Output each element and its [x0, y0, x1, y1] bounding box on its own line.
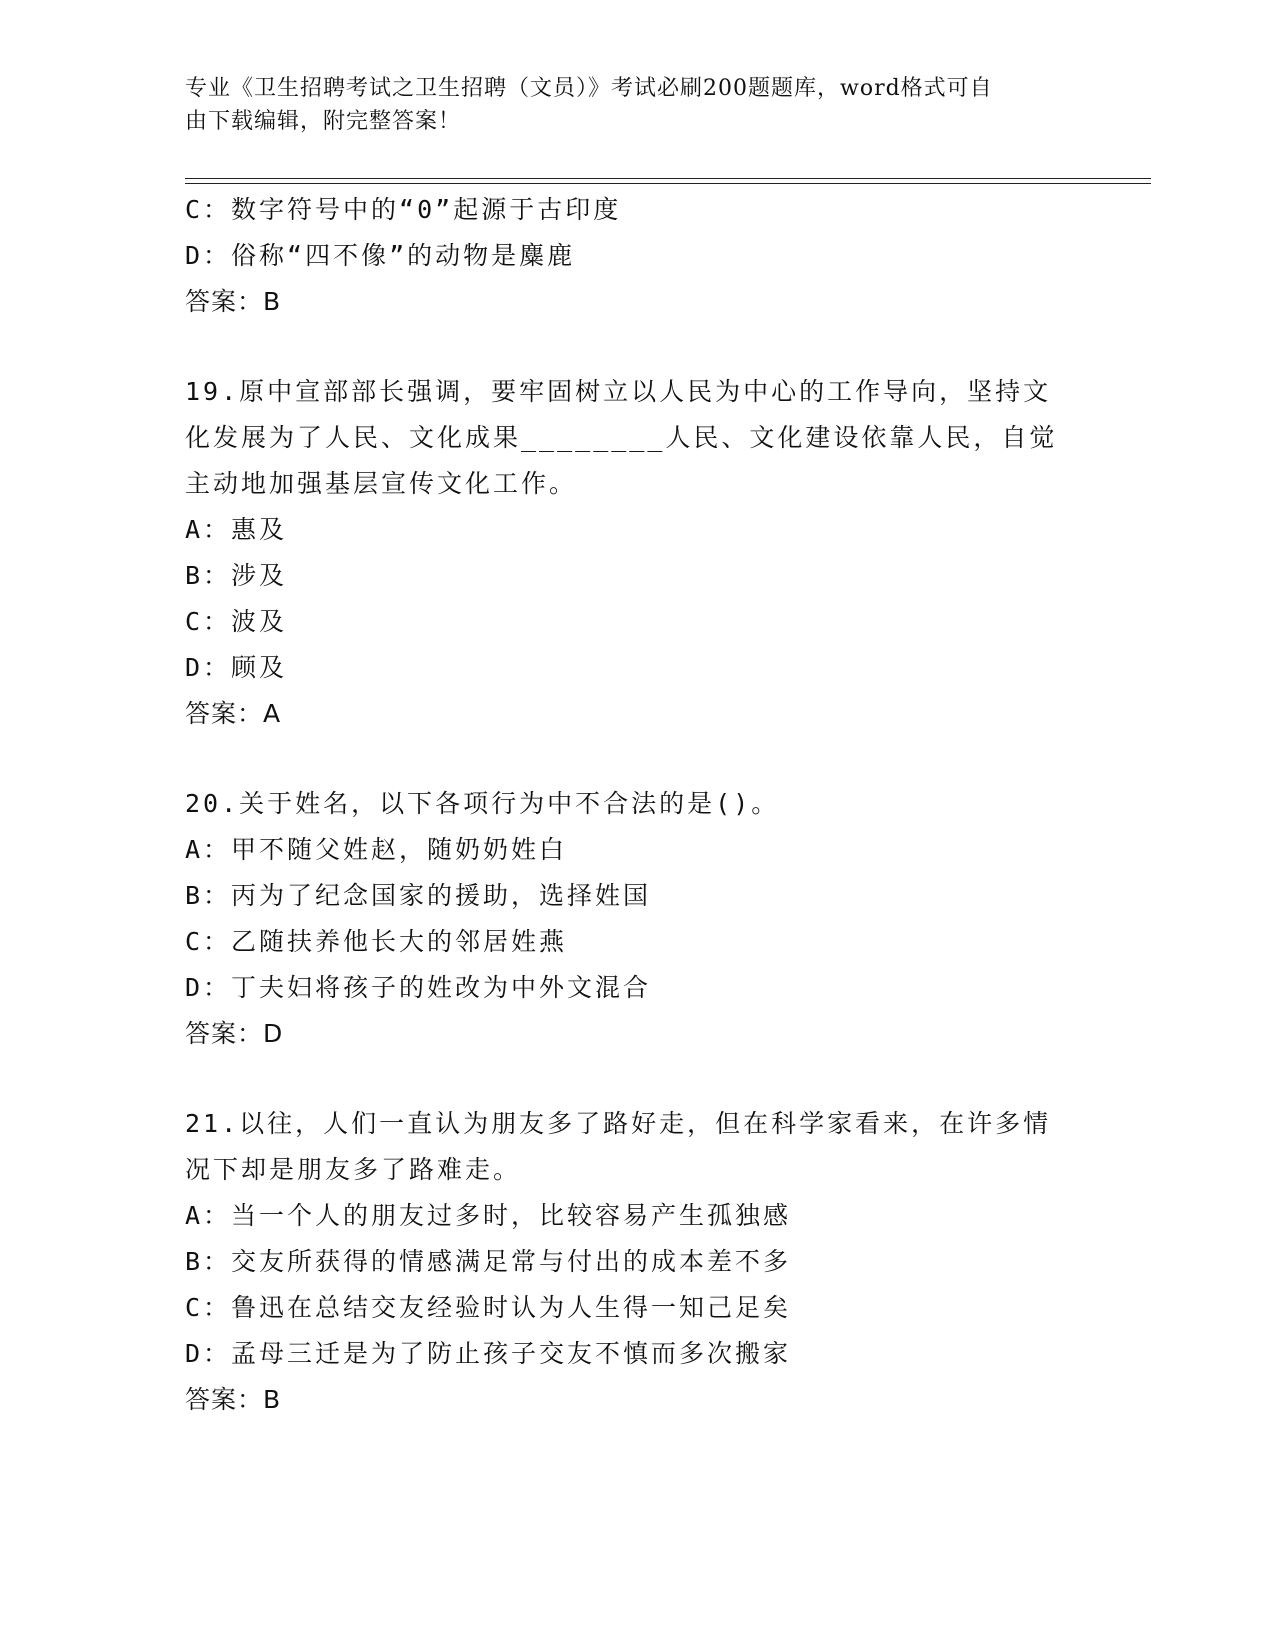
- question-continued: [185, 187, 1085, 325]
- option-c: C：数字符号中的“0”起源于古印度: [185, 195, 622, 224]
- question-19: [185, 369, 1085, 737]
- option-c: C：鲁迅在总结交友经验时认为人生得一知己足矣: [185, 1293, 792, 1322]
- option-c: C：波及: [185, 607, 288, 636]
- option-c: C：乙随扶养他长大的邻居姓燕: [185, 927, 568, 956]
- document-header: [185, 72, 1065, 138]
- question-stem: 19.原中宣部部长强调，要牢固树立以人民为中心的工作导向，坚持文: [185, 377, 1052, 406]
- option-d: D：孟母三迁是为了防止孩子交友不慎而多次搬家: [185, 1339, 792, 1368]
- option-a: A：惠及: [185, 515, 288, 544]
- header-line-2: 由下载编辑，附完整答案！: [185, 109, 462, 134]
- option-a: A：甲不随父姓赵，随奶奶姓白: [185, 835, 568, 864]
- question-stem: 21.以往，人们一直认为朋友多了路好走，但在科学家看来，在许多情: [185, 1109, 1052, 1138]
- header-divider-top: [185, 178, 1151, 179]
- question-stem: 况下却是朋友多了路难走。: [185, 1155, 522, 1184]
- answer-line: 答案：B: [185, 287, 282, 316]
- header-divider-bottom: [185, 183, 1151, 184]
- option-a: A：当一个人的朋友过多时，比较容易产生孤独感: [185, 1201, 792, 1230]
- option-d: D：丁夫妇将孩子的姓改为中外文混合: [185, 973, 652, 1002]
- question-21: [185, 1101, 1085, 1423]
- option-b: B：交友所获得的情感满足常与付出的成本差不多: [185, 1247, 792, 1276]
- option-d: D：顾及: [185, 653, 288, 682]
- question-20: [185, 781, 1085, 1057]
- answer-line: 答案：D: [185, 1019, 284, 1048]
- option-b: B：丙为了纪念国家的援助，选择姓国: [185, 881, 652, 910]
- option-d: D：俗称“四不像”的动物是麋鹿: [185, 241, 576, 270]
- header-line-1: 专业《卫生招聘考试之卫生招聘（文员）》考试必刷200题题库，word格式可自: [185, 76, 993, 101]
- answer-line: 答案：A: [185, 699, 282, 728]
- question-list: [185, 187, 1085, 1423]
- question-stem: 20.关于姓名，以下各项行为中不合法的是()。: [185, 789, 780, 818]
- option-b: B：涉及: [185, 561, 288, 590]
- answer-line: 答案：B: [185, 1385, 282, 1414]
- question-stem: 化发展为了人民、文化成果________人民、文化建设依靠人民，自觉: [185, 423, 1058, 452]
- question-stem: 主动地加强基层宣传文化工作。: [185, 469, 578, 498]
